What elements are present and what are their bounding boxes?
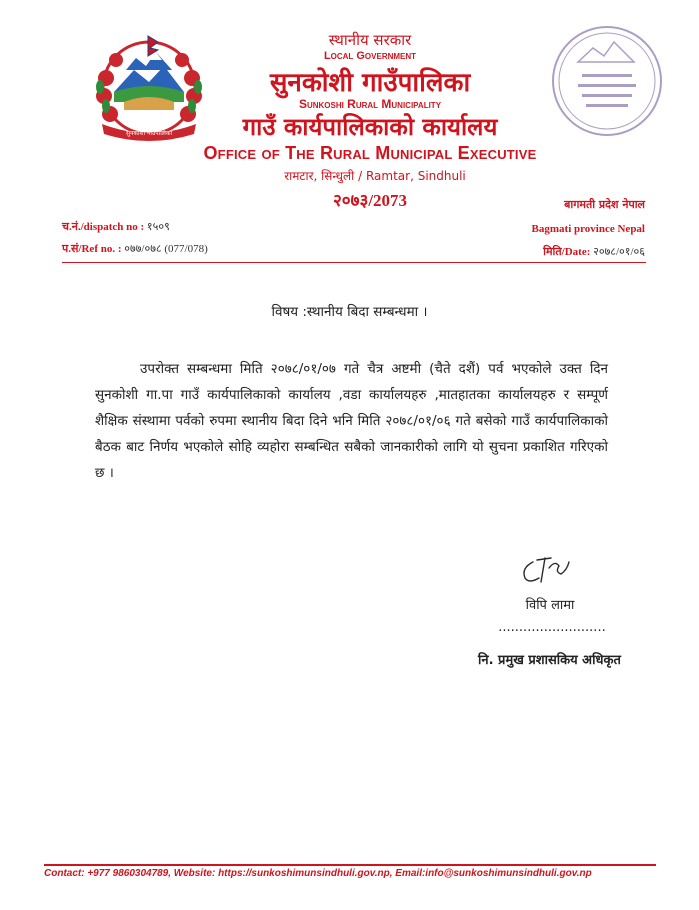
office-stamp: [548, 22, 666, 140]
footer-contact: Contact: +977 9860304789, Website: https://sunkoshimunsindhuli.gov.np, Email:info@sunkoshimunsindhuli.gov.np: [44, 868, 592, 879]
established-year: २०७३/2073: [332, 191, 408, 210]
signature-line: ..........................: [498, 620, 606, 635]
date-value: २०७८/०१/०६: [593, 246, 645, 258]
dispatch-label: च.नं./dispatch no :: [62, 221, 145, 233]
municipality-name-en: Sunkoshi Rural Municipality: [298, 97, 442, 111]
province-name-np: बागमती प्रदेश नेपाल: [564, 198, 645, 211]
local-government-np: स्थानीय सरकार: [328, 31, 412, 49]
emblem-caption: सुनकोशी गाउँपालिका: [125, 130, 173, 137]
municipality-name-np: सुनकोशी गाउँपालिका: [269, 68, 471, 98]
ref-value: ०७७/०७८ (077/078): [124, 243, 208, 255]
header-divider: [62, 262, 646, 263]
office-name-en: Office of The Rural Municipal Executive: [203, 143, 537, 163]
signer-name: विपि लामा: [525, 598, 575, 613]
date-label: मिति/Date:: [543, 246, 591, 258]
letter-body: उपरोक्त सम्बन्धमा मिति २०७८/०१/०७ गते चैत्र अष्टमी (चैते दशैं) पर्व भएकोले उक्त दिन सुनकोशी गा.पा गाउँ कार्यपालिकाको कार्यालय ,वडा कार्यालयहरु ,मातहातका कार्यालयहरु र सम्पूर्ण शैक्षिक संस्थामा पर्वको रुपमा स्थानीय बिदा दिने भनि मिति २०७८/०१/०६ गते बसेको गाउँ कार्यपालिकाको बैठक बाट निर्णय भएकोले सोहि व्यहोरा सम्बन्धित सबैको जानकारीको लागि यो सुचना प्रकाशित गरिएको छ ।: [95, 361, 608, 481]
local-government-en: Local Government: [323, 50, 417, 62]
signer-designation: नि. प्रमुख प्रशासकिय अधिकृत: [478, 653, 621, 668]
dispatch-value: १५०९: [146, 221, 170, 233]
reference-number: [62, 241, 208, 256]
dispatch-number: [62, 219, 170, 234]
footer-divider: [44, 864, 656, 866]
province-name-en: Bagmati province Nepal: [531, 223, 645, 235]
letter-date: [505, 244, 645, 259]
ref-label: प.सं/Ref no. :: [62, 243, 122, 255]
office-address: रामटार, सिन्धुली / Ramtar, Sindhuli: [284, 169, 466, 183]
letter-subject: विषय :स्थानीय बिदा सम्बन्धमा ।: [271, 304, 428, 320]
office-name-np: गाउँ कार्यपालिकाको कार्यालय: [242, 113, 498, 141]
handwritten-signature: [515, 548, 585, 588]
